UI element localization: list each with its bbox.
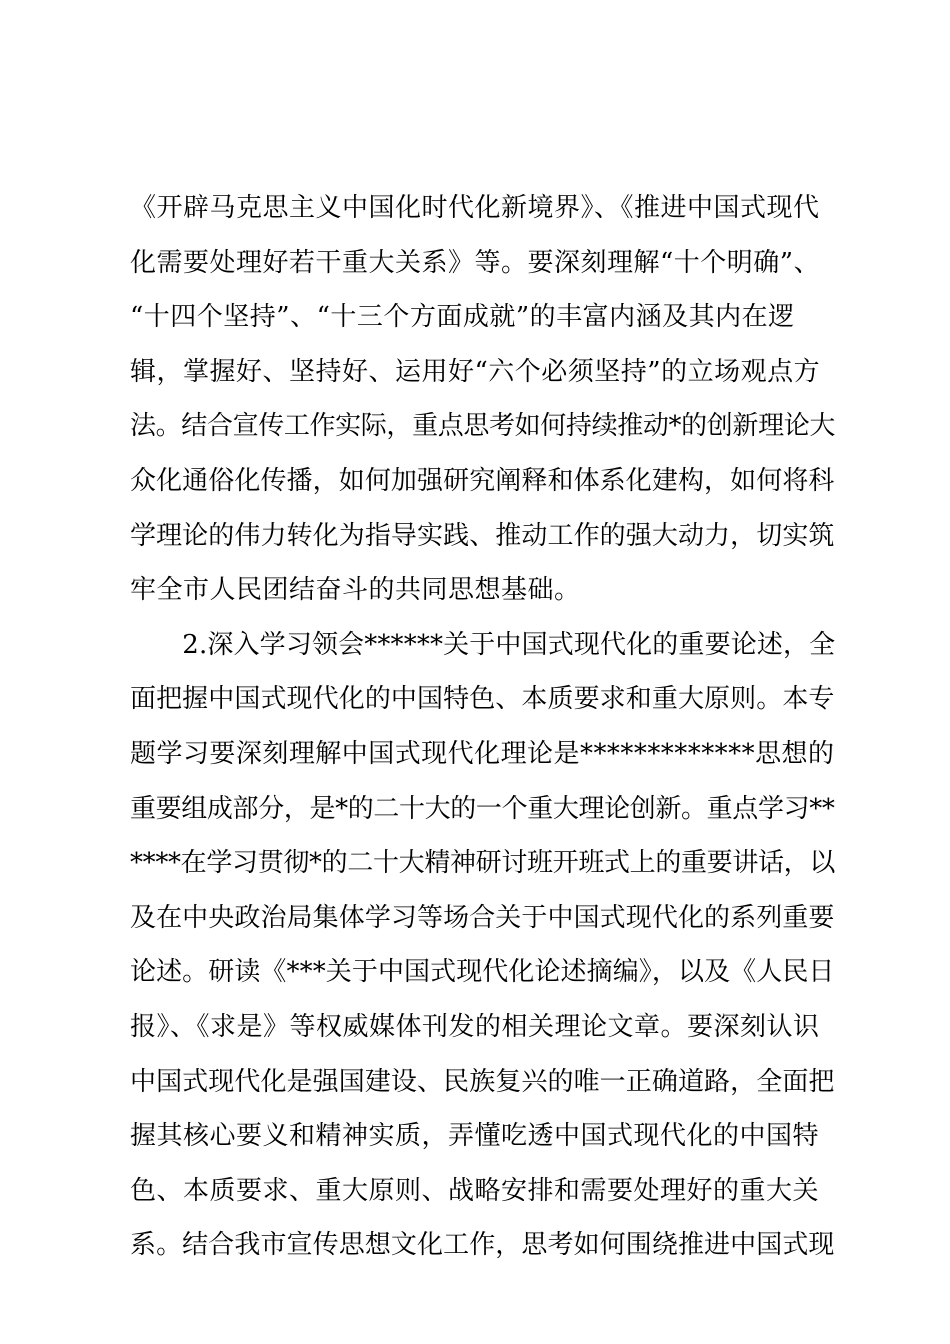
text-line: 握其核心要义和精神实质，弄懂吃透中国式现代化的中国特 <box>130 1121 820 1152</box>
document-body <box>130 181 835 1273</box>
text-line: 重要组成部分，是*的二十大的一个重大理论创新。重点学习** <box>130 793 835 824</box>
text-line: 题学习要深刻理解中国式现代化理论是*************思想的 <box>130 738 835 769</box>
text-line: 系。结合我市宣传思想文化工作，思考如何围绕推进中国式现 <box>130 1230 835 1261</box>
text-line: ****在学习贯彻*的二十大精神研讨班开班式上的重要讲话，以 <box>130 848 836 879</box>
text-line: 《开辟马克思主义中国化时代化新境界》、《推进中国式现代 <box>130 193 820 223</box>
text-line: 色、本质要求、重大原则、战略安排和需要处理好的重大关 <box>130 1175 820 1206</box>
text-line: 化需要处理好若干重大关系》等。要深刻理解“十个明确”、 <box>130 247 821 278</box>
text-line: 法。结合宣传工作实际，重点思考如何持续推动*的创新理论大 <box>130 411 836 442</box>
text-line: 面把握中国式现代化的中国特色、本质要求和重大原则。本专 <box>130 684 835 715</box>
text-line: 学理论的伟力转化为指导实践、推动工作的强大动力，切实筑 <box>130 520 835 551</box>
text-line: 报》、《求是》等权威媒体刊发的相关理论文章。要深刻认识 <box>130 1011 820 1042</box>
text-line: 中国式现代化是强国建设、民族复兴的唯一正确道路，全面把 <box>130 1066 835 1097</box>
text-line: 及在中央政治局集体学习等场合关于中国式现代化的系列重要 <box>130 902 835 933</box>
text-line: “十四个坚持”、“十三个方面成就”的丰富内涵及其内在逻 <box>130 302 795 333</box>
text-line: 众化通俗化传播，如何加强研究阐释和体系化建构，如何将科 <box>130 465 835 496</box>
text-line: 论述。研读《***关于中国式现代化论述摘编》，以及《人民日 <box>130 957 835 988</box>
text-line: 辑，掌握好、坚持好、运用好“六个必须坚持”的立场观点方 <box>130 356 821 387</box>
text-line: 2.深入学习领会******关于中国式现代化的重要论述，全 <box>130 629 836 660</box>
text-line: 牢全市人民团结奋斗的共同思想基础。 <box>130 575 581 606</box>
